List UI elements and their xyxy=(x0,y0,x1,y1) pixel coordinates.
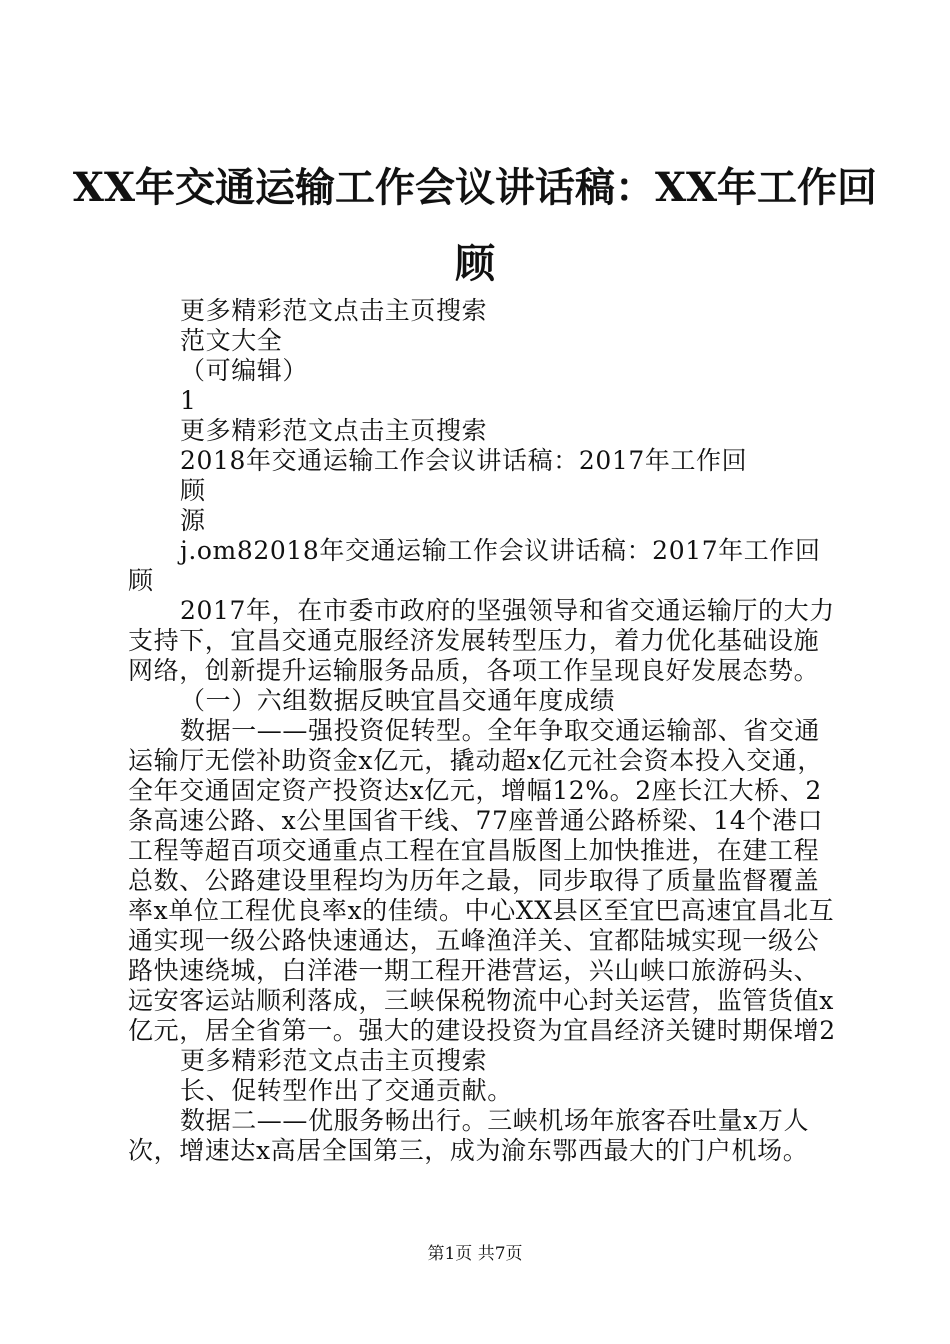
paragraph: 长、促转型作出了交通贡献。 xyxy=(180,1076,513,1105)
paragraph: （一）六组数据反映宜昌交通年度成绩 xyxy=(180,686,616,715)
paragraph: 更多精彩范文点击主页搜索 xyxy=(180,296,488,325)
paragraph: 范文大全 xyxy=(180,326,283,355)
paragraph: 2017年，在市委市政府的坚强领导和省交通运输厅的大力支持下，宜昌交通克服经济发展转型压力，着力优化基础设施网络，创新提升运输服务品质，各项工作呈现良好发展态势。 xyxy=(128,596,835,685)
paragraph: j.om82018年交通运输工作会议讲话稿：2017年工作回顾 xyxy=(128,536,821,595)
paragraph: （可编辑） xyxy=(180,356,309,385)
paragraph: 2018年交通运输工作会议讲话稿：2017年工作回 xyxy=(180,446,748,475)
page-footer xyxy=(0,1244,950,1264)
paragraph: 1 xyxy=(180,386,197,415)
paragraph: 更多精彩范文点击主页搜索 xyxy=(180,416,488,445)
paragraph: 顾 xyxy=(180,476,206,505)
paragraph: 更多精彩范文点击主页搜索 xyxy=(180,1046,488,1075)
page-number: 第1页 共7页 xyxy=(427,1244,523,1264)
paragraph: 数据一——强投资促转型。全年争取交通运输部、省交通运输厅无偿补助资金x亿元，撬动超x亿元社会资本投入交通，全年交通固定资产投资达x亿元，增幅12%。2座长江大桥、2条高速公路、x公里国省干线、77座普通公路桥梁、14个港口工程等超百项交通重点工程在宜昌版图上加快推进，在建工程总数、公路建设里程均为历年之最，同步取得了质量监督覆盖率x单位工程优良率x的佳绩。中心XX县区至宜巴高速宜昌北互通实现一级公路快速通达，五峰渔洋关、宜都陆城实现一级公路快速绕城，白洋港一期工程开港营运，兴山峡口旅游码头、远安客运站顺利落成，三峡保税物流中心封关运营，监管货值x亿元，居全省第一。强大的建设投资为宜昌经济关键时期保增2 xyxy=(128,716,836,1045)
document-title: XX年交通运输工作会议讲话稿：XX年工作回顾 xyxy=(72,164,878,287)
document-body xyxy=(128,296,840,1166)
paragraph: 数据二——优服务畅出行。三峡机场年旅客吞吐量x万人次，增速达x高居全国第三，成为渝东鄂西最大的门户机场。 xyxy=(128,1106,810,1165)
paragraph: 源 xyxy=(180,506,206,535)
